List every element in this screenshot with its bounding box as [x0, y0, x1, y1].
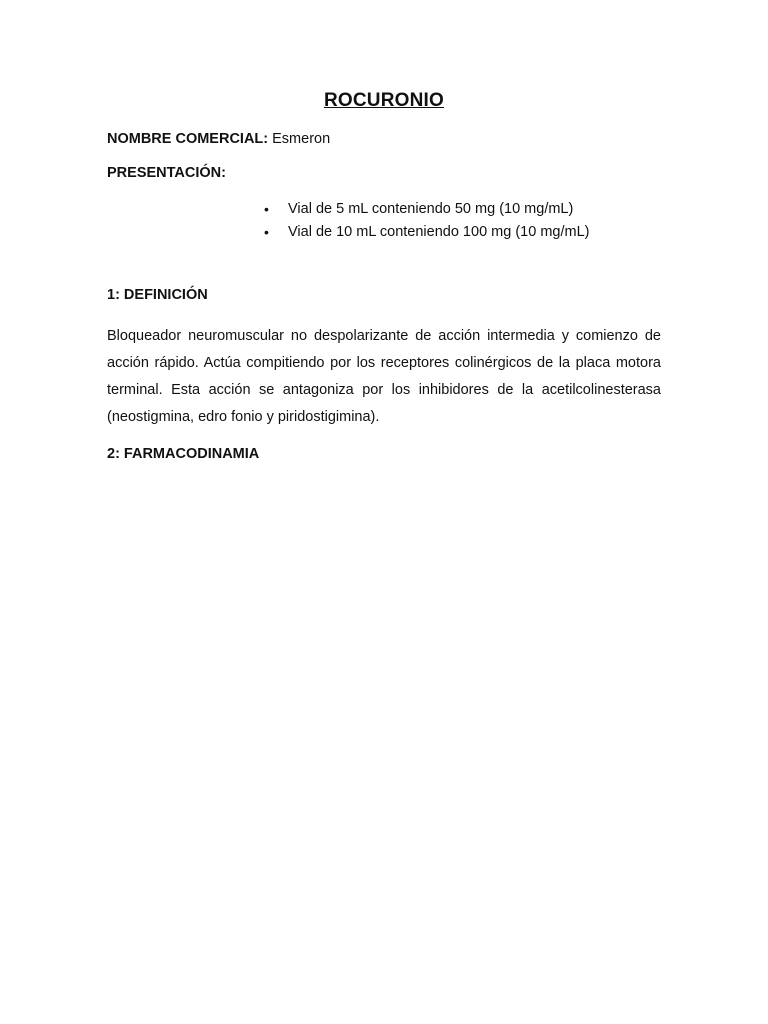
- list-item-text: Vial de 5 mL conteniendo 50 mg (10 mg/mL): [288, 201, 574, 217]
- nombre-comercial-label: NOMBRE COMERCIAL:: [107, 131, 269, 147]
- document-title: ROCURONIO: [323, 90, 445, 111]
- nombre-comercial-value: Esmeron: [268, 131, 331, 147]
- definicion-paragraph: Bloqueador neuromuscular no despolarizante de acción intermedia y comienzo de acción rápido. Actúa compitiendo por los receptores colinérgicos de la placa motora terminal. Esta acción se antagoniza por los inhibidores de la acetilcolinesterasa (neostigmina, edro fonio y piridostigimina).: [107, 328, 661, 425]
- presentacion-label: PRESENTACIÓN:: [107, 165, 226, 181]
- list-item: [262, 199, 589, 222]
- section-heading-farmacodinamia: 2: FARMACODINAMIA: [107, 446, 260, 462]
- presentacion-line: [107, 165, 226, 181]
- bullet-icon: •: [264, 224, 269, 240]
- section-heading-definicion: 1: DEFINICIÓN: [107, 287, 208, 303]
- list-item: [262, 222, 589, 245]
- presentacion-list: [262, 199, 589, 245]
- nombre-comercial-line: [107, 131, 330, 147]
- list-item-text: Vial de 10 mL conteniendo 100 mg (10 mg/mL): [288, 224, 590, 240]
- bullet-icon: •: [264, 201, 269, 217]
